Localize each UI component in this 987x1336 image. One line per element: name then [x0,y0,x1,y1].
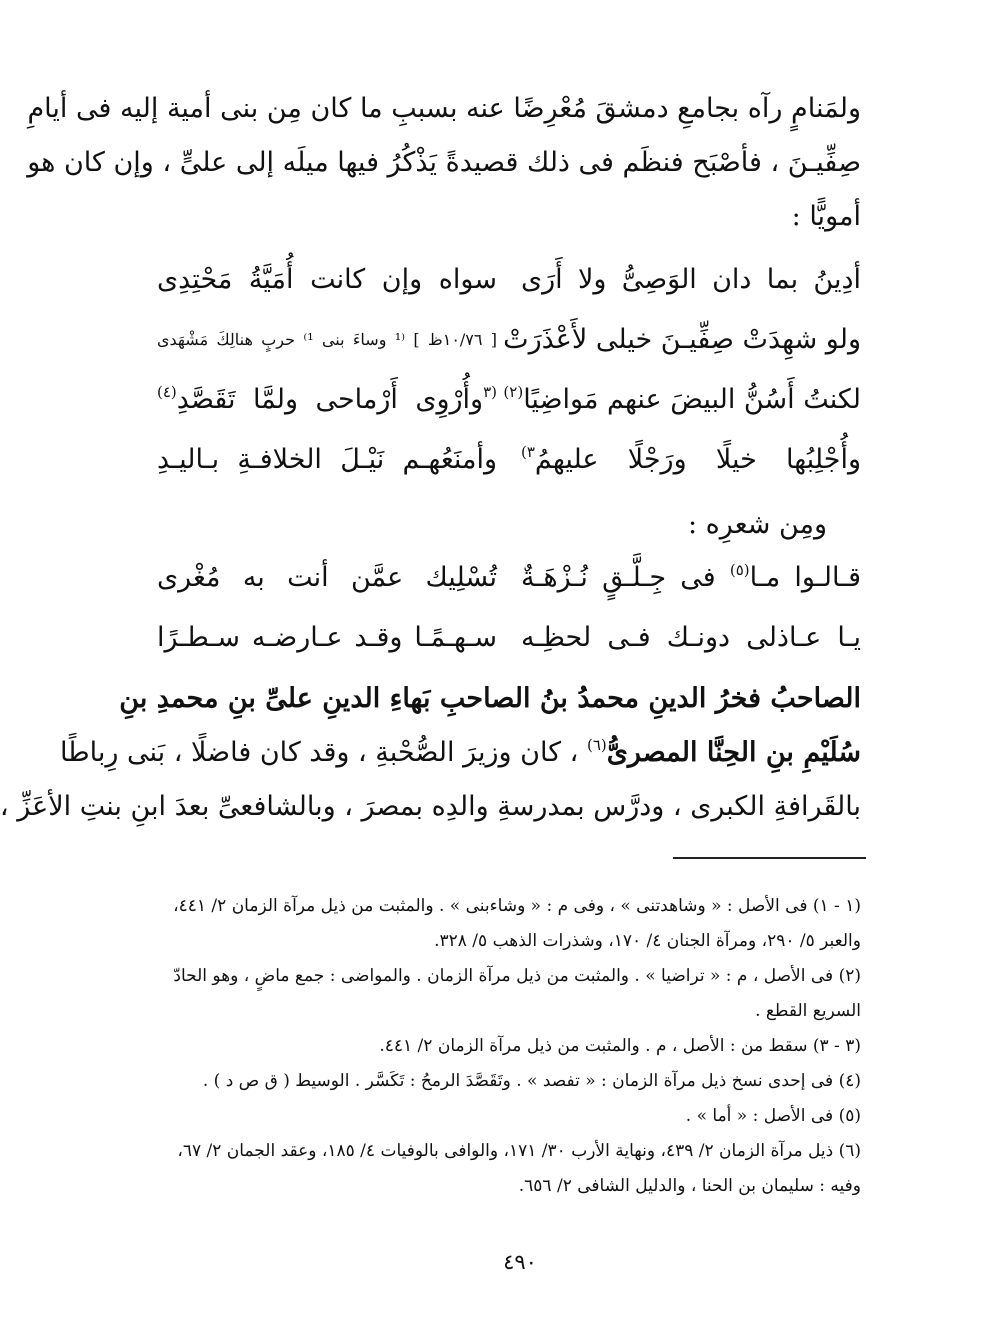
entry-line-3: بالقَرافةِ الكبرى ، ودرَّس بمدرسةِ والدِه بمصرَ ، وبالشافعىِّ بعدَ ابنِ بنتِ الأعَزِّ ، [0,791,861,822]
poem-2-intro: ومِن شعرِه : [687,509,827,540]
intro-line-1: ولمَنامٍ رآه بجامعِ دمشقَ مُعْرِضًا عنه بسببِ ما كان مِن بنى أمية إليه فى أيامِ [27,93,861,124]
verse-5-second-hemistich: تُسْلِيك عمَّن أنت به مُغْرى [157,562,497,593]
intro-line-2: صِفِّيـنَ ، فأصْبَح فنظَم فى ذلك قصيدةً يَذْكُرُ فيها ميلَه إلى علىٍّ ، وإن كان هو [27,147,861,178]
verse-1 [157,250,861,310]
footnote-marker-6: (٦) [586,736,607,754]
intro-line-3: أمويًّا : [791,201,861,232]
verse-3-first-hemistich: لكنتُ أَسُنُّ البيضَ عنهم مَواضِيًا$^{(٢)}$ [503,383,861,415]
footnote-line: السريع القطع . [755,1001,861,1021]
footnote-marker-3-close: ٣) [521,443,535,461]
footnote-marker-3-open: (٣ [483,383,497,401]
poem-1 [157,250,861,490]
entry-line-2 [59,726,861,780]
verse-2 [157,310,861,370]
footnote-line: (١ - ١) فى الأصل : « وشاهدتنى » ، وفى م : « وشاءبنى » . والمثبت من ذيل مرآة الزمان ٢/ ٤٤١، [173,896,861,916]
entry-heading-line-1: الصاحبُ فخرُ الدينِ محمدُ بنُ الصاحبِ بَهاءِ الدينِ علىِّ بنِ محمدِ بنِ [119,683,861,714]
verse-2-first-hemistich: ولو شهِدَتْ صِفِّيـنَ خيلى لأَعْذَرَتْ [503,324,861,355]
verse-6-first-hemistich: يـا عـاذلى دونـك فـى لحظِـه [521,622,861,653]
verse-4-first-hemistich: وأُجْلِبُها خيلًا ورَجْلًا عليهمُ$^{٣)}$ [521,443,861,475]
intro-paragraph [27,82,861,244]
verse-6 [157,608,861,668]
page-number: ٤٩٠ [503,1250,537,1274]
entry-heading-name: سُلَيْمِ بنِ الحِنَّا المصرىُّ [606,737,861,768]
footnotes [157,889,861,1204]
verse-4-second-hemistich: وأمنَعُهـم نَيْـلَ الخلافـةِ بـاليـدِ [157,444,497,475]
verse-5-first-hemistich: قـالـوا مـا$^{(٥)}$ فى جِـلَّـقٍ نُـزْهَـةٌ [521,561,861,593]
verse-3 [157,370,861,430]
footnote-line: (٣ - ٣) سقط من : الأصل ، م . والمثبت من ذيل مرآة الزمان ٢/ ٤٤١. [379,1036,861,1056]
verse-4 [157,430,861,490]
entry-line-2-rest: ، كان وزيرَ الصُّحْبةِ ، وقد كان فاضلًا ، بَنى رِباطًا [59,737,587,768]
biography-entry [0,672,861,834]
footnote-line: (٥) فى الأصل : « أما » . [685,1106,861,1126]
footnote-line: وفيه : سليمان بن الحنا ، والدليل الشافى ٢/ ٦٥٦. [518,1176,861,1196]
verse-6-second-hemistich: سـهـمًـا وقـد عـارضـه سـطـرًا [157,622,497,653]
footnote-marker-5: (٥) [729,561,750,579]
footnote-line: (٦) ذيل مرآة الزمان ٢/ ٤٣٩، ونهاية الأرب ٣٠/ ١٧١، والوافى بالوفيات ٤/ ١٨٥، وعقد الجمان ٢/ ٦٧، [177,1141,861,1161]
verse-3-second-hemistich: $^{(٣}$وأُرْوِى أَرْماحى ولمَّا تَقَصَّدِ$^{(٤)}$ [157,383,497,415]
verse-1-first-hemistich: أدِينُ بما دان الوَصِىُّ ولا أَرَى [521,264,861,295]
footnote-separator [673,857,866,859]
footnote-line: (٤) فى إحدى نسخ ذيل مرآة الزمان : « تفصد » . وتَقَصَّدَ الرمحُ : تَكَسَّر . الوسيط ( ق ص د ) . [202,1071,861,1091]
verse-5 [157,548,861,608]
footnote-line: (٢) فى الأصل ، م : « تراضيا » . والمثبت من ذيل مرآة الزمان . والمواضى : جمع ماضٍ ، وهو الحادّ [173,966,861,986]
footnote-line: والعبر ٥/ ٢٩٠، ومرآة الجنان ٤/ ١٧٠، وشذرات الذهب ٥/ ٣٢٨. [434,931,861,951]
poem-2 [157,548,861,668]
footnote-marker-2: (٢) [503,383,524,401]
verse-2-second-hemistich: [ ١٠/٧٦ظ ] ⁽¹ وساءَ بنى ¹⁾ حربٍ هنالِكَ مَشْهَدى [157,330,498,349]
footnote-marker-4: (٤) [157,383,177,401]
verse-1-second-hemistich: سواه وإن كانت أُمَيَّةُ مَحْتِدِى [157,264,497,295]
